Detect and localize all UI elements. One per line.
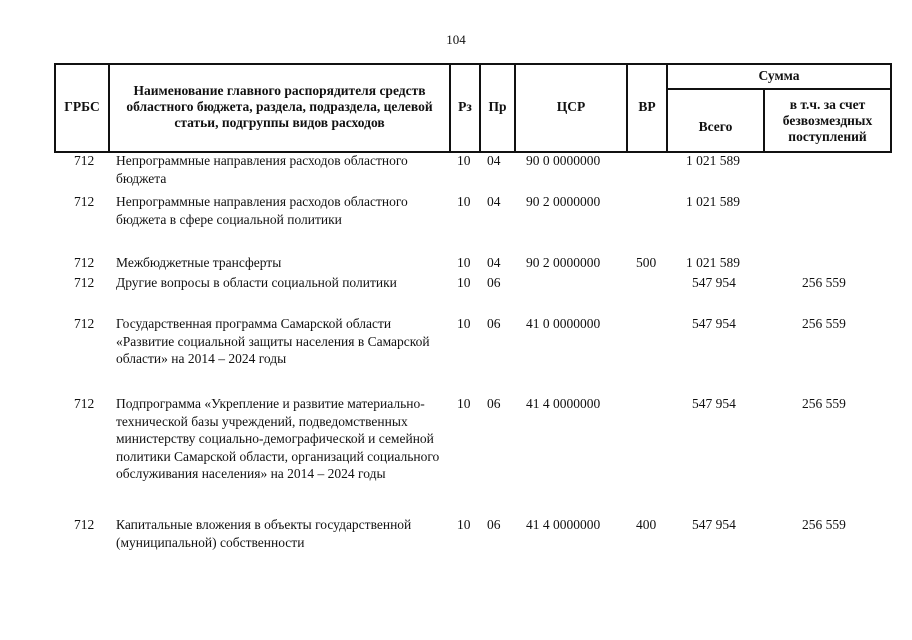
cell-pr: 04 [487, 255, 501, 270]
cell-free: 256 559 [802, 275, 846, 290]
cell-grbs: 712 [74, 255, 95, 270]
cell-rz: 10 [457, 275, 471, 290]
header-rz: Рз [458, 99, 472, 114]
cell-rz: 10 [457, 194, 471, 209]
col-border [108, 63, 110, 153]
cell-rz: 10 [457, 517, 471, 532]
cell-csr: 90 2 0000000 [526, 194, 601, 209]
cell-name: Подпрограмма «Укрепление и развитие материально-технической базы учреждений, подведомственных министерству социально-демографической и семейной политики Самарской области, организаций социального обслуживания населения» на 2014 – 2024 годы [116, 396, 440, 481]
cell-csr: 41 4 0000000 [526, 396, 601, 411]
cell-rz: 10 [457, 396, 471, 411]
cell-name: Другие вопросы в области социальной политики [116, 275, 397, 290]
cell-vr: 400 [636, 517, 657, 532]
cell-total: 547 954 [692, 316, 736, 331]
table-header [54, 63, 892, 153]
cell-csr: 90 0 0000000 [526, 153, 601, 168]
cell-grbs: 712 [74, 396, 95, 411]
cell-grbs: 712 [74, 275, 95, 290]
cell-grbs: 712 [74, 316, 95, 331]
cell-name: Межбюджетные трансферты [116, 255, 282, 270]
header-sum: Сумма [758, 67, 800, 83]
cell-vr: 500 [636, 255, 657, 270]
cell-total: 547 954 [692, 275, 736, 290]
cell-rz: 10 [457, 153, 471, 168]
cell-csr: 41 0 0000000 [526, 316, 601, 331]
cell-pr: 06 [487, 275, 501, 290]
cell-total: 1 021 589 [686, 194, 740, 209]
cell-name: Непрограммные направления расходов областного бюджета [116, 153, 408, 186]
cell-total: 1 021 589 [686, 153, 740, 168]
header-vr: ВР [638, 99, 656, 114]
header-total: Всего [698, 118, 733, 134]
cell-csr: 90 2 0000000 [526, 255, 601, 270]
cell-pr: 06 [487, 517, 501, 532]
page-number: 104 [446, 32, 466, 47]
cell-rz: 10 [457, 316, 471, 331]
cell-grbs: 712 [74, 517, 95, 532]
cell-pr: 06 [487, 396, 501, 411]
cell-name: Непрограммные направления расходов областного бюджета в сфере социальной политики [116, 194, 408, 227]
cell-free: 256 559 [802, 517, 846, 532]
cell-name: Капитальные вложения в объекты государственной (муниципальной) собственности [116, 517, 412, 550]
cell-grbs: 712 [74, 194, 95, 209]
header-grbs: ГРБС [64, 99, 100, 114]
cell-pr: 04 [487, 194, 501, 209]
cell-rz: 10 [457, 255, 471, 270]
cell-grbs: 712 [74, 153, 95, 168]
header-free: в т.ч. за счет безвозмездных поступлений [782, 96, 873, 144]
cell-pr: 04 [487, 153, 501, 168]
cell-csr: 41 4 0000000 [526, 517, 601, 532]
cell-total: 547 954 [692, 517, 736, 532]
col-border [890, 63, 892, 153]
cell-total: 1 021 589 [686, 255, 740, 270]
cell-name: Государственная программа Самарской области «Развитие социальной защиты населения в Самарской области» на 2014 – 2024 годы [116, 316, 430, 366]
cell-free: 256 559 [802, 396, 846, 411]
header-name: Наименование главного распорядителя средств областного бюджета, раздела, подраздела, целевой статьи, подгруппы видов расходов [126, 83, 433, 130]
header-pr: Пр [488, 99, 507, 114]
cell-free: 256 559 [802, 316, 846, 331]
cell-total: 547 954 [692, 396, 736, 411]
cell-pr: 06 [487, 316, 501, 331]
header-csr: ЦСР [556, 99, 586, 114]
